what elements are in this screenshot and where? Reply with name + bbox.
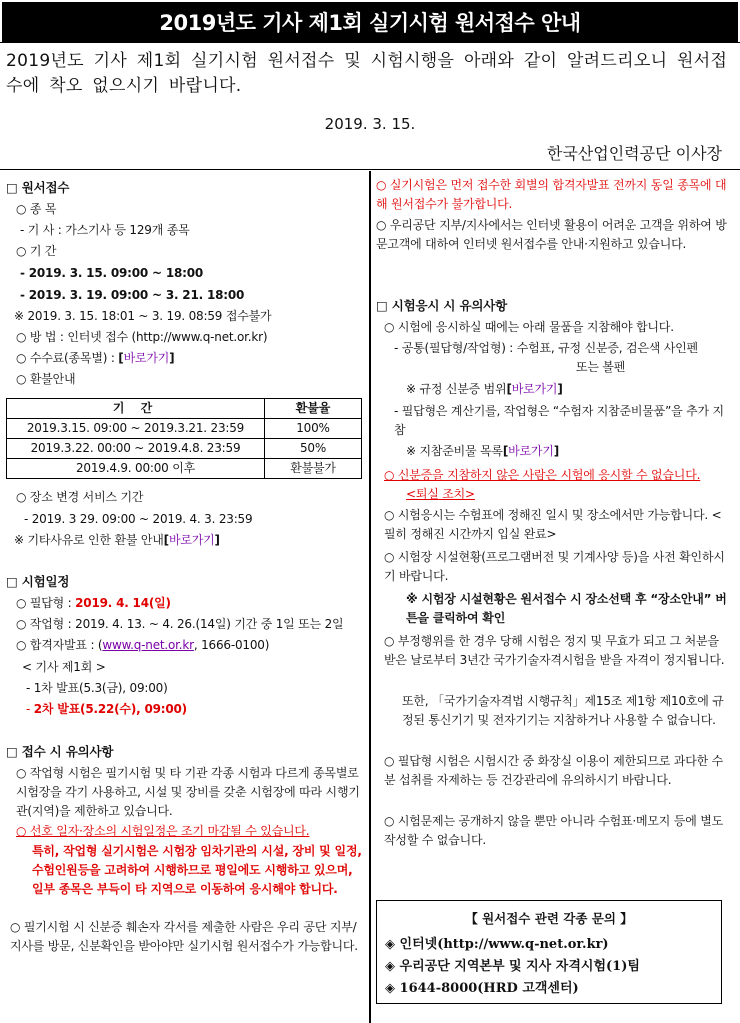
exam-fraud-2: 또한, 「국가기술자격법 시행규칙」제15조 제1항 제10호에 규정된 통신기기 및 전자기기는 지참하거나 사용할 수 없습니다. — [402, 694, 724, 727]
exam-restroom: ○ 필답형 시험은 시험시간 중 화장실 이용이 제한되므로 과다한 수분 섭취를 자제하는 등 건강관리에 유의하시기 바랍니다. — [384, 754, 723, 787]
table-cell: 환불불가 — [265, 459, 362, 479]
table-header: 기 간 — [7, 399, 265, 419]
period-note: ※ 2019. 3. 15. 18:01 ~ 3. 19. 08:59 접수불가 — [14, 309, 272, 323]
qnet-link[interactable]: www.q-net.or.kr — [102, 638, 194, 652]
exam-common: - 공통(필답형/작업형) : 수험표, 규정 신분증, 검은색 사인펜 — [394, 341, 698, 355]
intro-box — [0, 42, 740, 170]
id-range-label: ※ 규정 신분증 범위 — [406, 382, 507, 396]
first-announce: - 1차 발표(5.3(금), 09:00) — [26, 681, 168, 695]
table-cell: 50% — [265, 439, 362, 459]
refund-table — [6, 398, 362, 479]
intro-date: 2019. 3. 15. — [324, 115, 416, 133]
notice-p2-body: 특히, 작업형 실기시험은 시험장 임차기관의 시설, 장비 및 일정, 수험인원등을 고려하여 시행하므로 평일에도 시행하고 있으며, 일부 종목은 부득이 타 지역으로 이동하여 응시해야 합니다. — [32, 844, 362, 896]
table-cell: 2019.4.9. 00:00 이후 — [7, 459, 265, 479]
intro-text: 2019년도 기사 제1회 실기시험 원서접수 및 시험시행을 아래와 같이 알려드리오니 원서접수에 착오 없으시기 바랍니다. — [6, 51, 728, 96]
right-r2: ○ 우리공단 지부/지사에서는 인터넷 활용이 어려운 고객을 위하여 방문고객에 대하여 인터넷 원서접수를 안내·지원하고 있습니다. — [376, 218, 727, 251]
fee-row — [16, 349, 174, 368]
table-row — [7, 439, 362, 459]
column-divider — [369, 171, 371, 1023]
period-2: - 2019. 3. 19. 09:00 ~ 3. 21. 18:00 — [20, 288, 245, 302]
method: ○ 방 법 : 인터넷 접수 (http://www.q-net.or.kr) — [16, 330, 268, 344]
bracket-open: [ — [506, 382, 512, 396]
contact-web: ◈ 인터넷(http://www.q-net.or.kr) — [385, 937, 609, 952]
bracket-open: [ — [118, 351, 124, 365]
bracket-close: ] — [214, 533, 220, 547]
application-heading: □ 원서접수 — [6, 180, 70, 195]
fee-link[interactable]: 바로가기 — [123, 351, 170, 365]
table-header-row — [7, 399, 362, 419]
intro-signature: 한국산업인력공단 이사장 — [546, 144, 722, 163]
right-r1: ○ 실기시험은 먼저 접수한 회별의 합격자발표 전까지 동일 종목에 대해 원서접수가 불가합니다. — [376, 178, 727, 211]
announce-label: ○ 합격자발표 : ( — [16, 638, 103, 652]
fee-label: ○ 수수료(종목별) : — [16, 351, 119, 365]
facility-note: ※ 시험장 시설현황은 원서접수 시 장소선택 후 “장소안내” 버튼을 클릭하여 확인 — [406, 592, 727, 625]
prep-row — [406, 442, 559, 461]
items-value: - 기 사 : 가스기사 등 129개 종목 — [20, 223, 190, 237]
prep-link[interactable]: 바로가기 — [508, 444, 554, 458]
exam-place: ○ 시험응시는 수험표에 정해진 일시 및 장소에서만 가능합니다. <필히 정해진 시간까지 입실 완료> — [384, 508, 722, 541]
exam-nodisclose: ○ 시험문제는 공개하지 않을 뿐만 아니라 수험표·메모지 등에 별도 작성할 수 없습니다. — [384, 814, 723, 847]
other-refund-link[interactable]: 바로가기 — [168, 533, 215, 547]
written-row — [16, 594, 171, 613]
exit-link[interactable]: <퇴실 조치> — [406, 487, 475, 501]
second-announce-row — [26, 700, 187, 719]
change-period: - 2019. 3 29. 09:00 ~ 2019. 4. 3. 23:59 — [24, 512, 253, 526]
other-refund-label: ※ 기타사유로 인한 환불 안내 — [14, 533, 164, 547]
notice-heading: □ 접수 시 유의사항 — [6, 744, 114, 759]
table-row — [7, 459, 362, 479]
table-cell: 100% — [265, 419, 362, 439]
exam-fraud: ○ 부정행위를 한 경우 당해 시험은 정지 및 무효가 되고 그 처분을 받은 날로부터 3년간 국가기술자격시험을 받을 자격이 정지됩니다. — [384, 634, 725, 667]
id-range-row — [406, 380, 563, 399]
prep-label: ※ 지참준비물 목록 — [406, 444, 503, 458]
period-1: - 2019. 3. 15. 09:00 ~ 18:00 — [20, 266, 204, 280]
notice-p2-headline: ○ 선호 일자·장소의 시험일정은 조기 마감될 수 있습니다. — [16, 824, 310, 838]
notice-p1: ○ 작업형 시험은 필기시험 및 타 기관 각종 시험과 다르게 종목별로 시험장을 각기 사용하고, 시설 및 장비를 갖춘 시험장에 따라 시행기관(지역)을 제한하고 있습니다. — [16, 766, 360, 818]
bracket-open: [ — [502, 444, 509, 458]
exam-facility: ○ 시험장 시설현황(프로그램버전 및 기계사양 등)을 사전 확인하시기 바랍니다. — [384, 550, 725, 583]
written-label: ○ 필답형 : — [16, 596, 76, 610]
contact-box — [376, 900, 722, 1004]
contact-title: 【 원서접수 관련 각종 문의 】 — [465, 911, 633, 926]
bracket-open: [ — [163, 533, 169, 547]
contact-branch: ◈ 우리공단 지역본부 및 지사 자격시험(1)팀 — [385, 959, 640, 974]
period-label: ○ 기 간 — [16, 244, 57, 258]
other-refund-row — [14, 531, 220, 550]
exam-calc: - 필답형은 계산기를, 작업형은 “수험자 지참준비물품”을 추가 지참 — [394, 404, 724, 437]
announce-phone: , 1666-0100) — [193, 638, 270, 652]
table-row — [7, 419, 362, 439]
notice-p3: ○ 필기시험 시 신분증 훼손자 각서를 제출한 사람은 우리 공단 지부/지사를 방문, 신분확인을 받아야만 실기시험 원서접수가 가능합니다. — [10, 920, 358, 953]
notice-p2-head — [16, 822, 362, 841]
items-label: ○ 종 목 — [16, 202, 57, 216]
written-date: 2019. 4. 14(일) — [75, 596, 171, 610]
exam-heading: □ 시험응시 시 유의사항 — [376, 298, 507, 313]
exam-items: ○ 시험에 응시하실 때에는 아래 물품을 지참해야 합니다. — [384, 320, 674, 334]
table-cell: 2019.3.22. 00:00 ~ 2019.4.8. 23:59 — [7, 439, 265, 459]
exam-common-2: 또는 볼펜 — [576, 360, 626, 374]
page-title: 2019년도 기사 제1회 실기시험 원서접수 안내 — [2, 2, 738, 42]
second-dash: - — [26, 702, 34, 716]
bracket-close: ] — [553, 444, 560, 458]
second-announce: 2차 발표(5.22(수), 09:00) — [33, 702, 187, 716]
table-cell: 2019.3.15. 09:00 ~ 2019.3.21. 23:59 — [7, 419, 265, 439]
id-range-link[interactable]: 바로가기 — [511, 382, 558, 396]
practical-row: ○ 작업형 : 2019. 4. 13. ~ 4. 26.(14일) 기간 중 1일 또는 2일 — [16, 617, 344, 631]
change-label: ○ 장소 변경 서비스 기간 — [16, 490, 144, 504]
schedule-heading: □ 시험일정 — [6, 574, 70, 589]
refund-label: ○ 환불안내 — [16, 372, 76, 386]
bracket-close: ] — [557, 382, 563, 396]
announce-row — [16, 636, 269, 655]
contact-phone: ◈ 1644-8000(HRD 고객센터) — [385, 981, 579, 996]
round-label: < 기사 제1회 > — [22, 660, 106, 674]
table-header: 환불율 — [265, 399, 362, 419]
bracket-close: ] — [169, 351, 175, 365]
id-warning: ○ 신분증을 지참하지 않은 사람은 시험에 응시할 수 없습니다. — [384, 468, 701, 482]
